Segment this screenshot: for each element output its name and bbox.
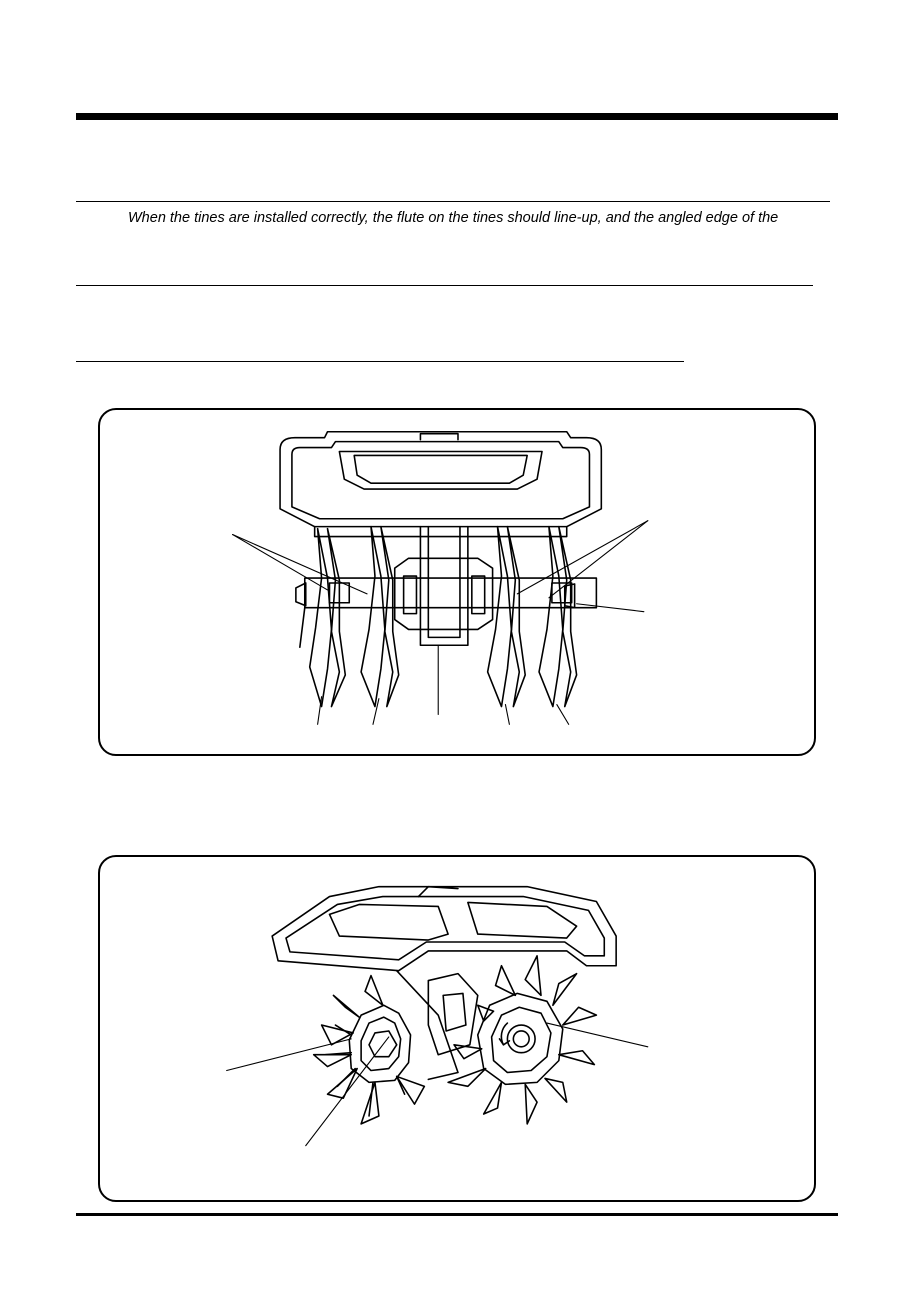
figure-front-view	[98, 408, 816, 756]
tiller-tines-angled-view-icon	[100, 857, 814, 1200]
note-text: When the tines are installed correctly, the flute on the tines should line-up, and the angled edge of the	[128, 210, 779, 226]
tiller-tines-front-view-icon	[100, 410, 814, 754]
figure-angled-view	[98, 855, 816, 1202]
top-header-rule	[76, 113, 838, 120]
note-top-rule	[76, 201, 830, 202]
note-bottom-rule	[76, 285, 813, 286]
section-rule	[76, 361, 684, 362]
footer-rule	[76, 1213, 838, 1216]
